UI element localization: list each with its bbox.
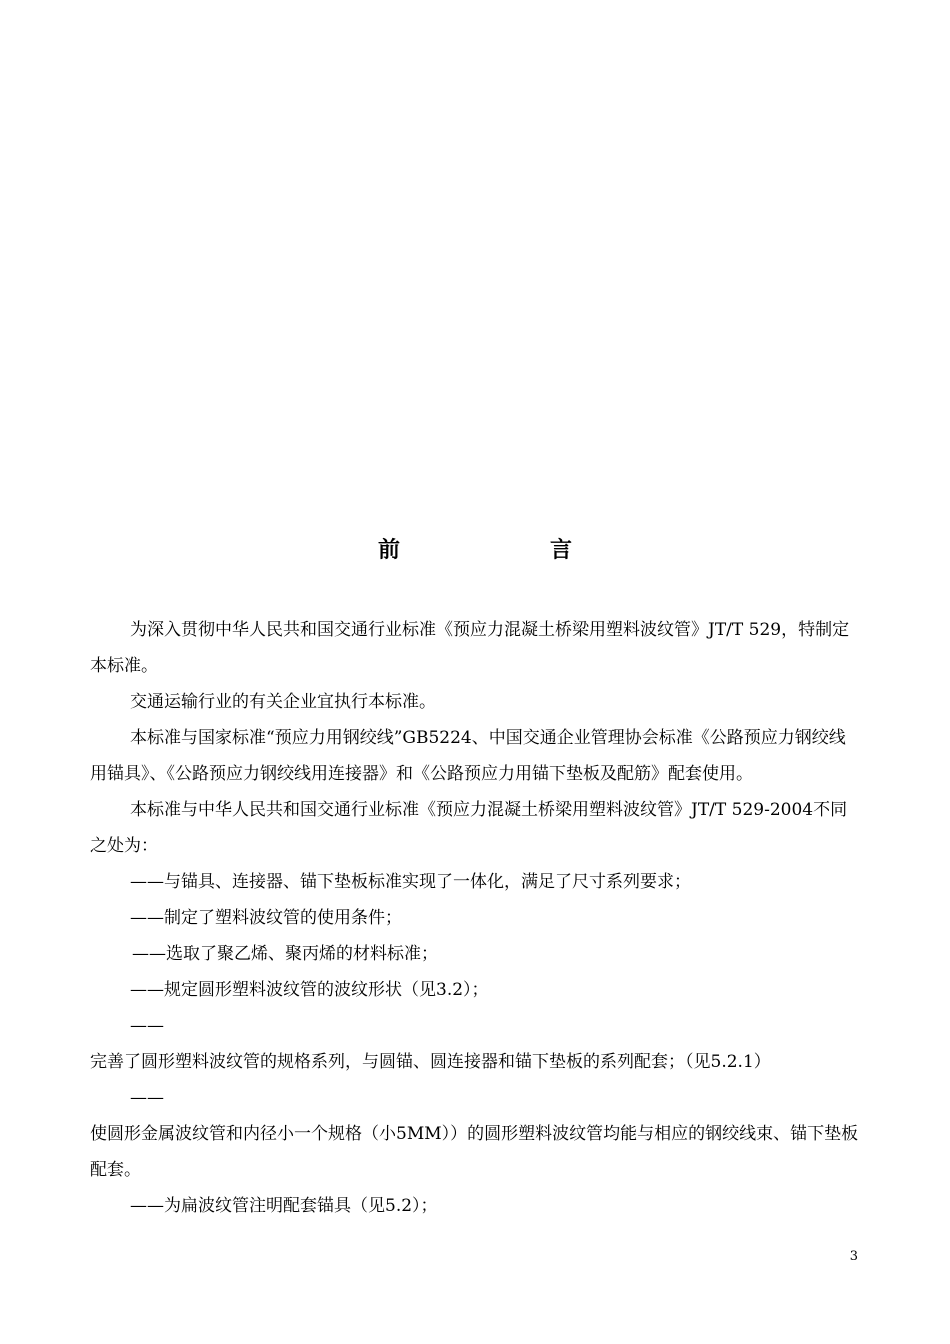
list-item: ——与锚具、连接器、锚下垫板标准实现了一体化，满足了尺寸系列要求； — [130, 872, 691, 892]
page-title: 前 言 — [377, 538, 636, 563]
paragraph-intro: 为深入贯彻中华人民共和国交通行业标准《预应力混凝土桥梁用塑料波纹管》JT/T 529，特制定本标准。 — [90, 620, 850, 676]
page-number: 3 — [849, 1249, 858, 1264]
list-item: ——为扁波纹管注明配套锚具（见5.2）； — [130, 1196, 438, 1216]
paragraph-differences: 本标准与中华人民共和国交通行业标准《预应力混凝土桥梁用塑料波纹管》JT/T 529-2004不同之处为： — [90, 800, 848, 856]
list-item: ——规定圆形塑料波纹管的波纹形状（见3.2）； — [130, 980, 489, 1000]
list-item-dash: —— — [130, 1088, 164, 1108]
document-body — [90, 612, 862, 1224]
paragraph-related-standards: 本标准与国家标准“预应力用钢绞线”GB5224、中国交通企业管理协会标准《公路预应力钢绞线用锚具》、《公路预应力钢绞线用连接器》和《公路预应力用锚下垫板及配筋》配套使用。 — [90, 728, 846, 784]
paragraph-scope: 交通运输行业的有关企业宜执行本标准。 — [130, 692, 436, 712]
list-item: ——制定了塑料波纹管的使用条件； — [130, 908, 402, 928]
list-item-dash: —— — [130, 1016, 164, 1036]
list-item: ——选取了聚乙烯、聚丙烯的材料标准； — [132, 944, 438, 964]
list-item: 完善了圆形塑料波纹管的规格系列，与圆锚、圆连接器和锚下垫板的系列配套；（见5.2.1） — [90, 1052, 771, 1072]
list-item: 使圆形金属波纹管和内径小一个规格（小5MM））的圆形塑料波纹管均能与相应的钢绞线束、锚下垫板配套。 — [90, 1124, 859, 1180]
